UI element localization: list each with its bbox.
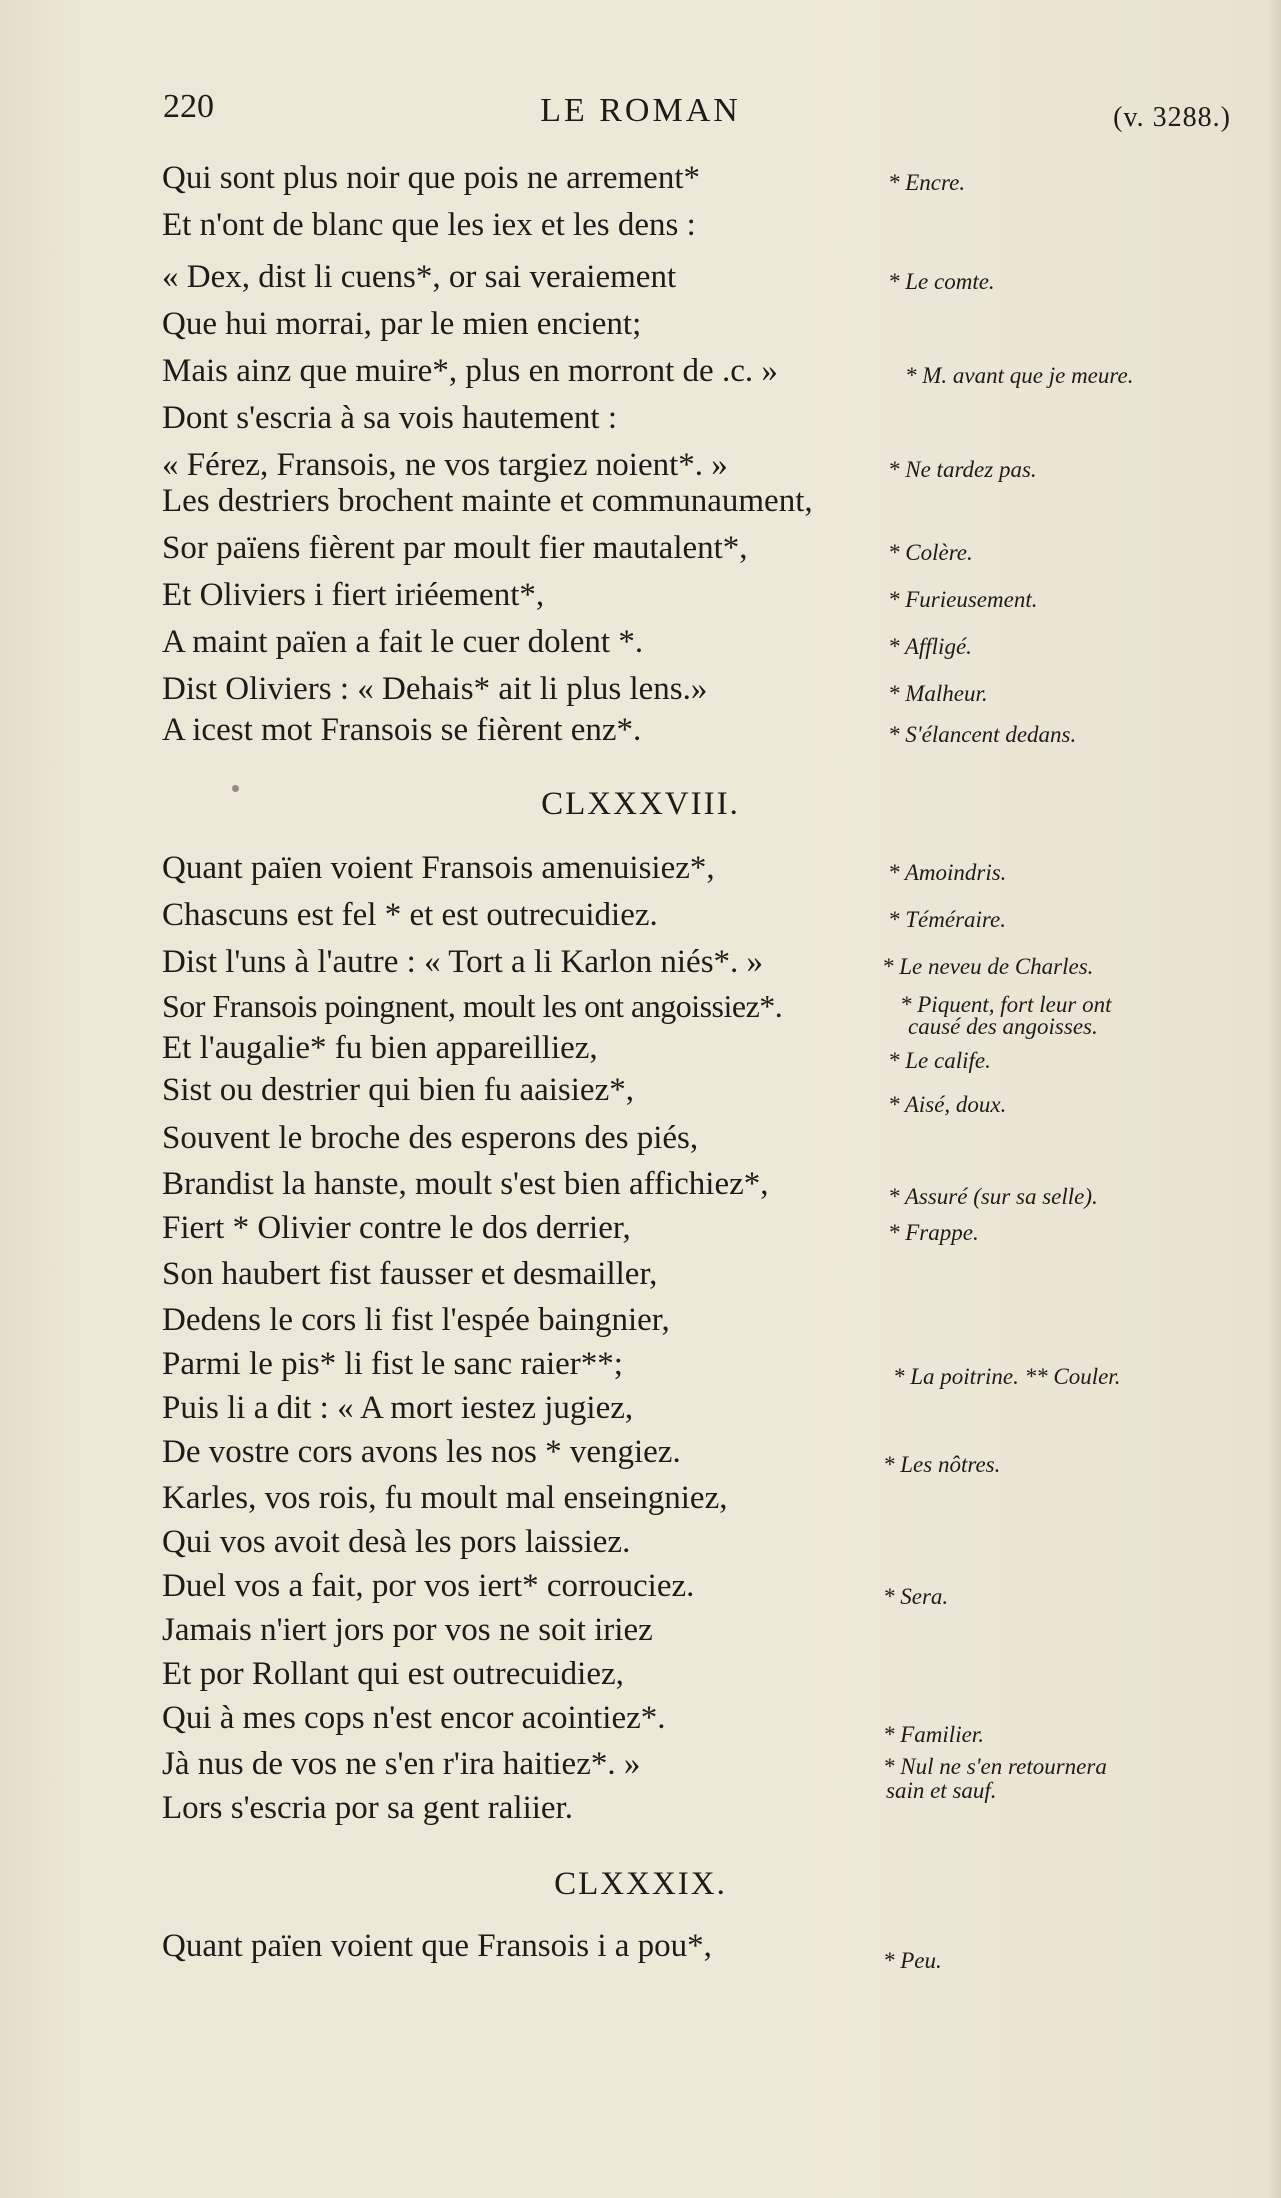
margin-gloss: * Encre.: [888, 170, 966, 195]
margin-gloss: * Furieusement.: [888, 587, 1038, 612]
margin-gloss: * La poitrine. ** Couler.: [893, 1364, 1121, 1389]
verse-line: [0, 1166, 1281, 1210]
verse-text: Et n'ont de blanc que les iex et les dens :: [162, 207, 696, 243]
margin-gloss: * Téméraire.: [888, 907, 1006, 932]
verse-line: [0, 712, 1281, 756]
margin-gloss: * Familier.: [883, 1722, 984, 1747]
verse-line: [0, 1612, 1281, 1656]
verse-text: Dist Oliviers : « Dehais* ait li plus lens.»: [162, 671, 708, 707]
margin-gloss: * Nul ne s'en retournera: [883, 1754, 1107, 1779]
verse-line: [0, 1700, 1281, 1747]
verse-text: Qui vos avoit desà les pors laissiez.: [162, 1524, 631, 1560]
verse-line: [0, 1030, 1281, 1074]
verse-text: Son haubert fist fausser et desmailler,: [162, 1256, 658, 1292]
verse-text: Parmi le pis* li fist le sanc raier**;: [162, 1346, 623, 1382]
verse-line: [0, 160, 1281, 204]
verse-line: [0, 897, 1281, 941]
verse-text: Karles, vos rois, fu moult mal enseingniez,: [162, 1480, 728, 1516]
verse-text: Sor païens fièrent par moult fier mautalent*,: [162, 530, 748, 566]
verse-text: Dist l'uns à l'autre : « Tort a li Karlon niés*. »: [162, 944, 764, 980]
margin-gloss-continued: sain et sauf.: [886, 1778, 997, 1803]
verse-text: « Férez, Fransois, ne vos targiez noient*. »: [162, 447, 728, 483]
verse-line: [0, 1524, 1281, 1568]
verse-line: [0, 944, 1281, 988]
margin-gloss: * Le calife.: [888, 1048, 991, 1073]
verse-line: [0, 850, 1281, 894]
verse-text: A icest mot Fransois se fièrent enz*.: [162, 712, 642, 748]
verse-text: Jà nus de vos ne s'en r'ira haitiez*. »: [162, 1746, 641, 1782]
section-heading: CLXXXIX.: [554, 1866, 727, 1902]
verse-text: Que hui morrai, par le mien encient;: [162, 306, 642, 342]
margin-gloss: * Peu.: [883, 1948, 942, 1973]
verse-text: Qui sont plus noir que pois ne arrement*: [162, 160, 700, 196]
verse-text: Sor Fransois poingnent, moult les ont angoissiez*.: [162, 988, 783, 1024]
verse-line: [0, 1302, 1281, 1346]
verse-line: [0, 1434, 1281, 1478]
margin-gloss: * Assuré (sur sa selle).: [888, 1184, 1098, 1209]
verse-line: [0, 306, 1281, 350]
verse-line: [0, 1346, 1281, 1390]
margin-gloss: * Le neveu de Charles.: [882, 954, 1094, 979]
verse-text: Duel vos a fait, por vos iert* corrouciez.: [162, 1568, 695, 1604]
verse-line: [0, 671, 1281, 715]
running-title: LE ROMAN: [540, 92, 741, 129]
verse-line: [0, 577, 1281, 621]
verse-text: Les destriers brochent mainte et communaument,: [162, 483, 813, 519]
verse-line: [0, 1120, 1281, 1164]
verse-text: De vostre cors avons les nos * vengiez.: [162, 1434, 681, 1470]
verse-text: Puis li a dit : « A mort iestez jugiez,: [162, 1390, 634, 1426]
margin-gloss: * Amoindris.: [888, 860, 1007, 885]
verse-text: Brandist la hanste, moult s'est bien affichiez*,: [162, 1166, 769, 1202]
verse-line: [0, 400, 1281, 444]
margin-gloss: * Affligé.: [888, 634, 972, 659]
verse-line: [0, 207, 1281, 251]
verse-line: [0, 1072, 1281, 1116]
verse-text: Et por Rollant qui est outrecuidiez,: [162, 1656, 624, 1692]
verse-text: Lors s'escria por sa gent raliier.: [162, 1790, 573, 1826]
margin-gloss: * Frappe.: [888, 1220, 979, 1245]
verse-text: Jamais n'iert jors por vos ne soit iriez: [162, 1612, 653, 1648]
section-heading: CLXXXVIII.: [541, 786, 740, 822]
verse-text: Quant païen voient que Fransois i a pou*,: [162, 1928, 712, 1964]
margin-gloss: * M. avant que je meure.: [905, 363, 1134, 388]
verse-text: Quant païen voient Fransois amenuisiez*,: [162, 850, 715, 886]
verse-reference: (v. 3288.): [1113, 102, 1231, 133]
margin-gloss-continued: causé des angoisses.: [908, 1014, 1098, 1039]
verse-text: Souvent le broche des esperons des piés,: [162, 1120, 699, 1156]
verse-line: [0, 353, 1281, 397]
verse-text: Fiert * Olivier contre le dos derrier,: [162, 1210, 631, 1246]
margin-gloss: * S'élancent dedans.: [888, 722, 1077, 747]
verse-line: [0, 259, 1281, 303]
verse-text: Dedens le cors li fist l'espée baingnier,: [162, 1302, 670, 1338]
verse-line: [0, 1656, 1281, 1700]
margin-gloss: * Piquent, fort leur ont: [900, 992, 1112, 1017]
verse-line: [0, 483, 1281, 527]
page-number: 220: [163, 88, 214, 125]
margin-gloss: * Les nôtres.: [883, 1452, 1001, 1477]
verse-line: [0, 624, 1281, 668]
margin-gloss: * Colère.: [888, 540, 973, 565]
margin-gloss: * Malheur.: [888, 681, 988, 706]
margin-gloss: * Ne tardez pas.: [888, 457, 1037, 482]
verse-text: Et l'augalie* fu bien appareilliez,: [162, 1030, 598, 1066]
verse-line: [0, 1390, 1281, 1434]
verse-line: [0, 530, 1281, 574]
verse-text: Mais ainz que muire*, plus en morront de .c. »: [162, 353, 778, 389]
verse-text: A maint païen a fait le cuer dolent *.: [162, 624, 644, 660]
verse-text: Dont s'escria à sa vois hautement :: [162, 400, 617, 436]
verse-line: [0, 1256, 1281, 1300]
verse-text: Chascuns est fel * et est outrecuidiez.: [162, 897, 658, 933]
verse-text: Sist ou destrier qui bien fu aaisiez*,: [162, 1072, 634, 1108]
margin-gloss: * Le comte.: [888, 269, 995, 294]
verse-line: [0, 1480, 1281, 1524]
verse-line: [0, 1790, 1281, 1834]
verse-text: Qui à mes cops n'est encor acointiez*.: [162, 1700, 666, 1736]
verse-text: Et Oliviers i fiert iriéement*,: [162, 577, 545, 613]
margin-gloss: * Aisé, doux.: [888, 1092, 1007, 1117]
margin-gloss: * Sera.: [883, 1584, 949, 1609]
verse-text: « Dex, dist li cuens*, or sai veraiement: [162, 259, 677, 295]
page-header: [0, 88, 1281, 148]
verse-line: [0, 1928, 1281, 1972]
verse-line: [0, 1568, 1281, 1612]
verse-line: [0, 1210, 1281, 1254]
